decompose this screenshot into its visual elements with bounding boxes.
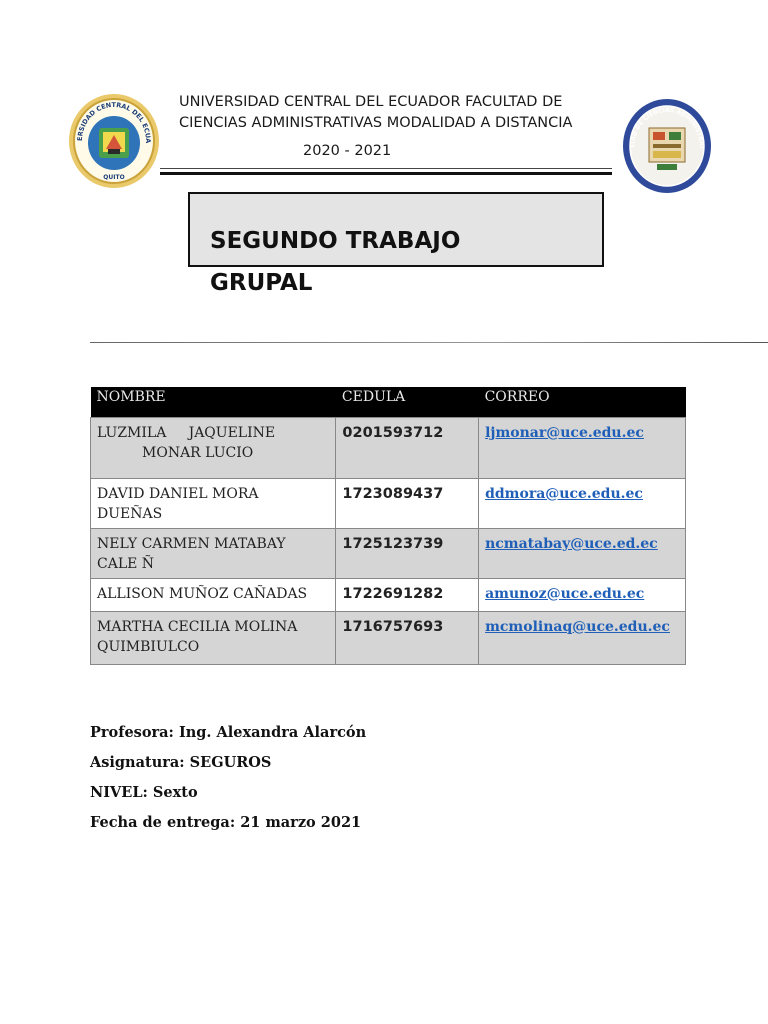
student-name-line-1: DAVID DANIEL MORA [97, 485, 259, 502]
student-cedula: 1725123739 [336, 528, 479, 578]
student-name [91, 478, 336, 528]
fecha-entrega-line: Fecha de entrega: 21 marzo 2021 [90, 814, 362, 831]
table-row [91, 611, 686, 664]
table-row [91, 528, 686, 578]
svg-text:FACULTAD DE CIENCIAS ADMINISTR: LTAD DE CIENCIAS ADMINISTRAT [628, 106, 706, 150]
student-name-line-1: MARTHA CECILIA MOLINA [97, 618, 298, 635]
students-table [90, 387, 686, 665]
student-email [479, 578, 686, 611]
section-divider [90, 342, 768, 343]
asignatura-line: Asignatura: SEGUROS [90, 754, 272, 771]
svg-text:UNIVERSIDAD CENTRAL DEL ECUADO: ERSIDAD CENTRAL DEL ECUA [75, 100, 153, 144]
student-name-line-1: ALLISON MUÑOZ CAÑADAS [97, 585, 308, 602]
student-name-line-1: NELY CARMEN MATABAY [97, 535, 286, 552]
header-divider-thick [160, 172, 612, 175]
student-email [479, 611, 686, 664]
student-cedula: 1716757693 [336, 611, 479, 664]
svg-text:QUITO: QUITO [103, 174, 125, 181]
student-email [479, 528, 686, 578]
student-cedula: 1722691282 [336, 578, 479, 611]
student-email [479, 478, 686, 528]
email-link[interactable]: ncmatabay@uce.ed.ec [485, 535, 658, 552]
student-name [91, 611, 336, 664]
title-line-2: GRUPAL [210, 270, 313, 296]
header-nombre: NOMBRE [91, 387, 336, 417]
institution-line-2: CIENCIAS ADMINISTRATIVAS MODALIDAD A DISTANCIA [179, 115, 573, 131]
student-name-line-2: CALE Ñ [97, 555, 155, 572]
student-cedula: 1723089437 [336, 478, 479, 528]
table-row [91, 578, 686, 611]
profesora-line: Profesora: Ing. Alexandra Alarcón [90, 724, 367, 741]
student-name-line-2: DUEÑAS [97, 505, 163, 522]
header-correo: CORREO [479, 387, 686, 417]
faculty-seal-logo [622, 98, 712, 194]
student-name-line-2: QUIMBIULCO [97, 638, 200, 655]
title-box [188, 192, 604, 296]
student-name [91, 578, 336, 611]
email-link[interactable]: ddmora@uce.edu.ec [485, 485, 643, 502]
student-name [91, 417, 336, 478]
institution-line-1: UNIVERSIDAD CENTRAL DEL ECUADOR FACULTAD DE [179, 94, 563, 110]
header-divider-thin [160, 168, 612, 169]
student-name-line-2: MONAR LUCIO [142, 444, 254, 461]
email-link[interactable]: ljmonar@uce.edu.ec [485, 424, 644, 441]
table-row [91, 478, 686, 528]
table-header-row [91, 387, 686, 417]
table-row [91, 417, 686, 478]
student-email [479, 417, 686, 478]
email-link[interactable]: mcmolinaq@uce.edu.ec [485, 618, 670, 635]
academic-years: 2020 - 2021 [303, 143, 392, 159]
student-cedula: 0201593712 [336, 417, 479, 478]
university-seal-logo [68, 93, 160, 189]
student-name [91, 528, 336, 578]
title-line-1: SEGUNDO TRABAJO [210, 228, 461, 254]
student-name-line-1: LUZMILA JAQUELINE [97, 424, 276, 441]
email-link[interactable]: amunoz@uce.edu.ec [485, 585, 645, 602]
document-title [210, 220, 460, 304]
nivel-line: NIVEL: Sexto [90, 784, 198, 801]
institution-heading [179, 92, 619, 134]
header-cedula: CEDULA [336, 387, 479, 417]
